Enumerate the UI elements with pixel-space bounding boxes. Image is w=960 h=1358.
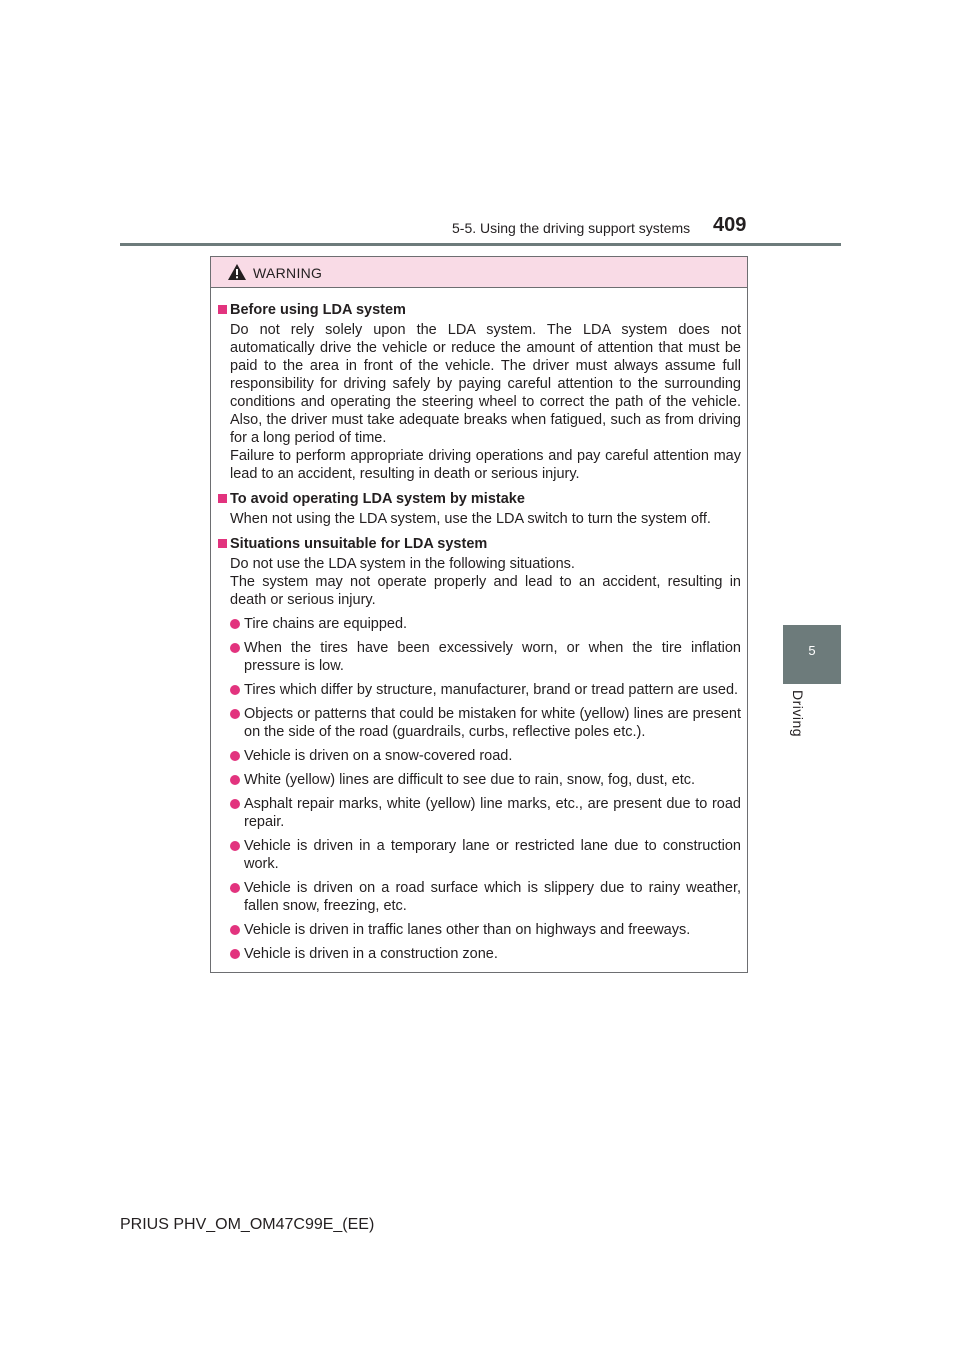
list-item: [230, 747, 741, 765]
warning-body: [211, 288, 747, 963]
section-title-text: Situations unsuitable for LDA system: [230, 536, 488, 552]
round-bullet-icon: [230, 841, 240, 851]
list-item: [230, 615, 741, 633]
round-bullet-icon: [230, 949, 240, 959]
section-title-text: Before using LDA system: [230, 302, 406, 318]
section-paragraph: Do not use the LDA system in the following situations.: [230, 556, 575, 572]
round-bullet-icon: [230, 775, 240, 785]
header-rule: [120, 243, 841, 246]
warning-triangle-icon: [227, 263, 247, 281]
list-item-text: Vehicle is driven in a construction zone.: [244, 946, 498, 962]
round-bullet-icon: [230, 883, 240, 893]
list-item-text: Tire chains are equipped.: [244, 616, 408, 632]
list-item-text: Vehicle is driven in traffic lanes other than on highways and freeways.: [244, 922, 691, 938]
round-bullet-icon: [230, 799, 240, 809]
list-item: [230, 795, 741, 831]
list-item: [230, 837, 741, 873]
round-bullet-icon: [230, 925, 240, 935]
list-item-text: Tires which differ by structure, manufacturer, brand or tread pattern are used.: [244, 682, 739, 698]
square-bullet-icon: [218, 539, 227, 548]
list-item: [230, 705, 741, 741]
round-bullet-icon: [230, 685, 240, 695]
section-paragraph: The system may not operate properly and lead to an accident, resulting in death or serious injury.: [230, 574, 741, 608]
header-section-title: 5-5. Using the driving support systems: [452, 220, 691, 236]
section-title: [218, 534, 741, 555]
section-title-text: To avoid operating LDA system by mistake: [230, 491, 525, 507]
warning-header: [211, 257, 747, 288]
warning-box: [210, 256, 748, 973]
warning-label: WARNING: [253, 265, 323, 281]
list-item: [230, 771, 741, 789]
round-bullet-icon: [230, 709, 240, 719]
list-item: [230, 945, 741, 963]
list-item-text: Vehicle is driven on a road surface which is slippery due to rainy weather, fallen snow, freezing, etc.: [244, 880, 741, 914]
section-title: [218, 489, 741, 510]
condition-list: [230, 615, 741, 963]
list-item: [230, 921, 741, 939]
warning-section: [218, 300, 741, 483]
square-bullet-icon: [218, 305, 227, 314]
list-item-text: Vehicle is driven on a snow-covered road.: [244, 748, 513, 764]
section-paragraph: When not using the LDA system, use the LDA switch to turn the system off.: [230, 511, 711, 527]
list-item: [230, 879, 741, 915]
list-item-text: When the tires have been excessively worn, or when the tire inflation pressure is low.: [244, 640, 741, 674]
list-item-text: White (yellow) lines are difficult to see due to rain, snow, fog, dust, etc.: [244, 772, 696, 788]
square-bullet-icon: [218, 494, 227, 503]
footer-document-code: PRIUS PHV_OM_OM47C99E_(EE): [120, 1216, 375, 1233]
warning-section: [218, 489, 741, 528]
list-item: [230, 639, 741, 675]
chapter-label: Driving: [790, 690, 806, 738]
section-paragraph: Do not rely solely upon the LDA system. The LDA system does not automatically drive the vehicle or reduce the amount of attention that must be paid to the area in front of the vehicle. The driver must always assume full responsibility for driving safely by paying careful attention to the surrounding conditions and operating the steering wheel to correct the path of the vehicle. Also, the driver must take adequate breaks when fatigued, such as from driving for a long period of time.: [230, 322, 741, 446]
list-item: [230, 681, 741, 699]
round-bullet-icon: [230, 643, 240, 653]
section-title: [218, 300, 741, 321]
list-item-text: Asphalt repair marks, white (yellow) line marks, etc., are present due to road repair.: [244, 796, 741, 830]
page-number: 409: [713, 214, 747, 236]
warning-section: [218, 534, 741, 963]
round-bullet-icon: [230, 619, 240, 629]
chapter-number: 5: [808, 643, 816, 658]
section-paragraph: Failure to perform appropriate driving operations and pay careful attention may lead to an accident, resulting in death or serious injury.: [230, 448, 741, 482]
round-bullet-icon: [230, 751, 240, 761]
list-item-text: Objects or patterns that could be mistaken for white (yellow) lines are present on the side of the road (guardrails, curbs, reflective poles etc.).: [244, 706, 741, 740]
list-item-text: Vehicle is driven in a temporary lane or restricted lane due to construction work.: [244, 838, 741, 872]
chapter-tab: [783, 625, 841, 684]
